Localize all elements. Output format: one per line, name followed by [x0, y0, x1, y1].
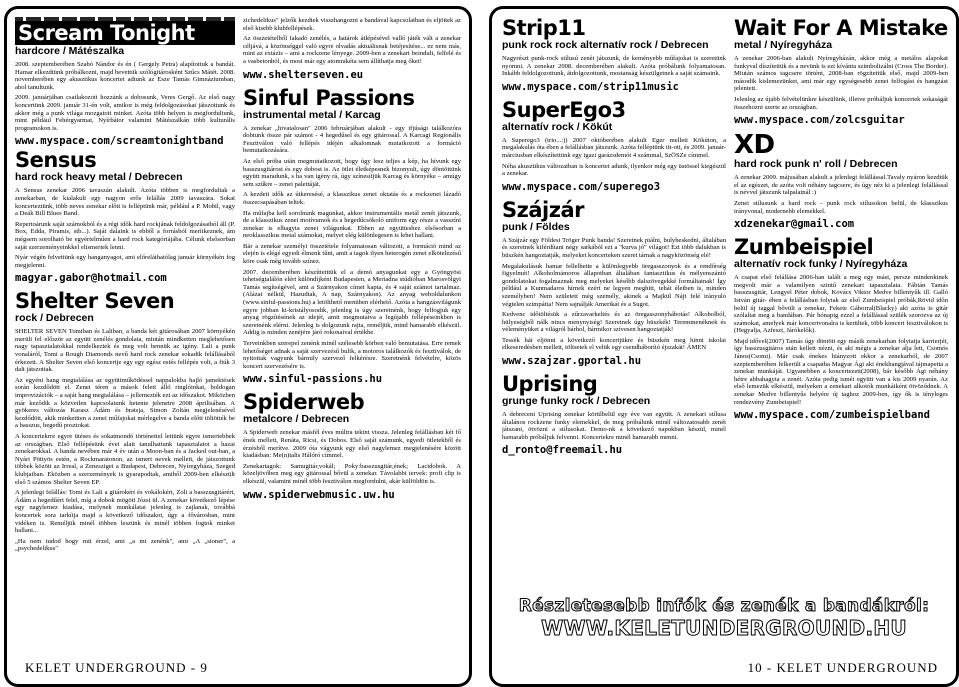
- band-text: Megalakulásuk hamar fellelhette a különlegyebb öregasszonyok és a rendőrség figyelmét! Alkoholmámoros állapotban általában fantasztikus és mélyenszántó gondolatokat fogalmaznak meg melyeket később dalszövegekké formáltatnak! Így például a Kunmadaros hírnek ezért ne legyen meghitt, tehát életben is, minden személyben! Nem született még személy, akinek a Majkül Nájt felé irányuló végtelen szimpátia! Nem sajnálják Amerikát és a Sugot.: [502, 262, 726, 308]
- band-text: A koncertekrre egyre ütéses és sokatmondó történettel lettünk egyre ismertebbek az országban. Első fellépésünk évei alatt tanulhattunk tapasztalatot a hazai zenekarokkal. A banda nevében már 4 év után a Moon-ban és a Jacked out-ban, a Nyári Pöttyös estén, a Rockmaratonon, az ismert nevek mellett, de játszottunk többek között az Irreal, a Zenesziget a Budapest, Debrecen, Nyíregyháza, Szeged klubjaiban. Eközben a szerzemények is gyarapodtak, amiből 2009-ben elkészült első 5 számos Shelter Seven EP.: [15, 433, 235, 486]
- band-text: Bár a zenekar személyi összetétele folyamatosan változott, a formáció mind az elején is elégé egyedi élmenk tűnt, amit a tagok ilyen heterogén zenei elkötelezésű köre csak még tovább színez.: [243, 242, 461, 266]
- band-genre: alternatív rock funky / Nyíregyháza: [734, 258, 908, 271]
- band-title: Uprising: [502, 372, 598, 397]
- section-shelter-seven-cont: [243, 17, 461, 81]
- band-text: A jelenlegi felállás: Tomi és Lali a gitárokért és vokálokért, Zoli a basszusgitárért, Ádám a hegedűért felel, míg a dobok mögött Józsi ül. A zenekar következő lépése egy nagylemez kiadása, melynek munkálatai jelenleg is zajlanak, továbbá koncertek sora tarkítja majd a következő időszakot, úgy a fővárosban, mint vidéken is. Reméljük minél többen leszünk és minél többen fogtok minket hallani...: [15, 489, 235, 535]
- website-banner: [498, 596, 950, 640]
- section-sinful-passions: [243, 87, 461, 386]
- band-genre: metal / Nyíregyháza: [734, 39, 833, 51]
- band-genre: instrumental metal / Karcag: [243, 108, 381, 121]
- band-text: „Ha nem tudod hogy mit érzel, ami „a mi zenénk", ami „A „stoner", a „psychedelikus": [15, 537, 235, 553]
- band-genre: grunge funky rock / Debrecen: [502, 395, 651, 408]
- band-text: Az összetételből fakadó zenélés, a határok átlépésével valló játék vált a zenekar céljává, a közönséggel való egyre olvadás aktuálisnak betéjesítése... ez nem más, mint az extázis – ami a rockzene lényege. 2009-ben a zenekart beindult, felfelé és a vasbetonból, és most már egy atomrakéta sem állíthatja meg őket!: [243, 35, 461, 65]
- band-text: Tessék hát eljönni a következő koncertjükre és büszkén meg hinni iskolai elkeseredésben mellett, töltsetek el velük egy csendháborító éjszakát! ÁMEN: [502, 336, 726, 352]
- band-text: A zenekar 2006-ban alakult Nyíregyházán, akkor még a metálos alapokat funkyval díszítettük és a nevünk is ezt kívánta szimbolizálni (Cross The Border). Miután számos tagcsere történt, 2008-ban rögzítettük első, majd 2009-ben második kislemezünket, ami már egy egységesebb zenei felfogást és hangzást jelentett.: [734, 55, 948, 93]
- band-text: A kezdeti idők az útkeresésé, a klasszikus zenei oktatás és a rockzenei lázadó összecsapásában teltek.: [243, 191, 461, 206]
- band-text: Zenekartagok: Samugitár,vokál; Poky:basszusgitár,ének; Lacidobok. A közeljövőben meg egy gitárossal bővül a zenekar. Távolabbi tervek: profi clip is elkészül, valamint minél több fesztiválon megfordulni, akár külföldön is.: [243, 462, 461, 485]
- band-title: Wait For A Mistake: [734, 17, 948, 40]
- section-superego3: [502, 99, 726, 193]
- band-genre: punk / Földes: [502, 220, 570, 233]
- band-genre: alternatív rock / Kökút: [502, 120, 613, 133]
- band-text: Jelenleg az újabb felvételünkre készülünk, illetve próbáljuk koncertek sokaságát összehozni szerte az országban.: [734, 95, 948, 111]
- band-text: Repertoárunk saját számokból és a régi idők hard rockjának feldolgozásaiból áll (P. Box, Edda, Piramis, stb...). Saját dalaink is ebből a forrásból merítkeznek, ám mégsem sorolható be egyértelműen a hard rock kategóriájába. Célunk elsősorban saját szerzeményeinkkel elismertek lenni.: [15, 220, 235, 251]
- band-genre: rock / Debrecen: [15, 312, 94, 325]
- band-url[interactable]: www.sinful-passions.hu: [243, 373, 383, 386]
- band-genre: metalcore / Debrecen: [243, 413, 350, 426]
- banner-url[interactable]: WWW.KELETUNDERGROUND.HU: [541, 616, 907, 640]
- band-text: Néha akusztikus változatban is koncertet adunk, ilyenkor még egy üstössel kiegészül a zenekar.: [502, 162, 726, 178]
- band-title: Spiderweb: [243, 390, 365, 415]
- band-text: 2007. decemberében készíttetttük el a demó anyagunkat egy a Gyöngyösi tehetségtalálón elért különdíjként Budapesten, a Meriadna stúdióban Marosvölgyi Tamás segítségével, ami a Szárnyakon címet kapta, és 4 saját számot tartalmaz. (Alázat nélkül, Hazudtak, A nap, Szárnyakon). Az anyag weboldalunkon (www.sinful-passions.hu) a letölthető menüben elérhető. Azóta a hangzásvilágunk egyre jobban ki-kristályosodik, jelenleg is úgy szeretnénk, hogy felfogjuk egy anyag rögzítésének az idejét, amit megmutatva a legújabb fellépéseinkben is szeretnénk elérni. Jelenleg is dolgozunk rajta, reméljük, mind hamarabb elkészül. Addig is minden zenéjére járó rokonaival értékbe.: [243, 268, 461, 337]
- section-uprising: [502, 373, 726, 456]
- band-text: A debreceni Uprising zenekar körülbelül egy éve van együtt. A zenekari stílusa általános rockzene funky elemekkel, de meg próbálunk minél változatosabb zenét játszani, ötvözni a stílusokat. Demo-nk a következő napokban készül, minél hamarabb próbáljuk felvenni. Koncertekre minél hamarabb menni.: [502, 411, 726, 441]
- band-url[interactable]: www.szajzar.gportal.hu: [502, 355, 642, 368]
- left-page: [4, 6, 472, 687]
- section-szajzar: [502, 199, 726, 367]
- band-text: SHELTER SEVEN Tomiban és Laliban, a banda két gitárosában 2007 környékén merült fel először az együtt zenélés gondolata, miután mindketten meglehetősen nagy tapasztalatokkal rendelkeztek és meg volt bennük az igény. Lali a punk vonaláról, Tomi a Rough Diamonds nevű hard rock zenekar sokadik felállásából érkezett. A Shelter Seven első koncertje egy egy egész estés fellépés volt, a fiúk 3 dalt játszottak.: [15, 328, 235, 374]
- section-shelter-seven: [15, 290, 235, 553]
- band-title: Szájzár: [502, 197, 584, 222]
- band-text: Az egyéni hang megtalálása az együttműködéssel nappalokba hajló jamektések során kezdődött el. Zenei téren a mások felett álló ringlóinkat, boldogan improvizációk – a saját hang megtalálása – jellemezték ezt az időszakot. Miközben már keződik a közvetlen kapcsolatunk hetente jelenetre 2008 áprilisában. A gyökeres változás Karasz Ádám és bratsja, Simon Zoltán megjelenésével kezdődött, akik minkettten a zenei műfajokat mérlegelve a banda előtt töltötték be a basszus, hegedű posztokat.: [15, 376, 235, 430]
- band-genre: hardcore / Mátészalka: [15, 45, 125, 57]
- section-spiderweb: [243, 391, 461, 500]
- band-text: Az első próba után megmutatkozott, hogy úgy lesz teljes a kép, ha hívunk egy basszusgitárost és egy dobost is. Az ötlet életképesnek bizonyult, úgy döntöttünk együtt maradunk, s ha van igény rá, úgy színesítjük Karcag és környéke – amúgy sem szűkre – zenei palettáját.: [243, 157, 461, 188]
- left-col-1: [15, 17, 235, 650]
- band-url[interactable]: www.myspace.com/superego3: [502, 180, 661, 193]
- section-strip11: [502, 17, 726, 93]
- band-text: Kedvenc időtöltésük a zűrzavarkeltés és az öregasszonyhábotás! Alkoholból, hülyeségből nálk nincs menynyiség! Szeretnek úgy büszkék! Teremmenéknek és véleményüket a világról bárhol, bármikor szívesen hangoztatják!: [502, 311, 726, 334]
- page-footer: KELET UNDERGROUND - 9: [25, 660, 208, 675]
- band-genre: hard rock punk n' roll / Debrecen: [734, 158, 898, 171]
- band-title: XD: [734, 130, 775, 161]
- band-title: Sensus: [15, 148, 97, 173]
- section-xd: [734, 132, 948, 230]
- band-text: Nagyrészt punk-rock stílusú zenét játszunk, de keményebb műfajokat is szeretünk nyomni. A zenekar 2008. decemberében alakult. Azóta próbálunk folyamatosan. Inkább feldolgozottunk, átdolgozottunk, mostanság készülgetnek a saját számaink.: [502, 55, 726, 78]
- band-text: Nyár végén felvettünk egy hanganyagot, ami előreláthatólag január környékén fog megjelenni.: [15, 254, 235, 269]
- section-sensus: [15, 149, 235, 284]
- band-text: A Spiderweb zenekar másfél éves múltra tekint vissza. Jelenleg felállásban két fő ének mellett, Renáta, Ricsi, és Dobos. Első saját számunk, egyedi ötletekből és érzésből merítve. 2009 óta vágyunk egy első nagylemez megjelenésére között kiadásban: Me(n)talis Hálóró címmel.: [243, 429, 461, 460]
- band-url[interactable]: www.myspace.com/screamtonightband: [15, 135, 224, 148]
- banner-line: Részletesebb infók és zenék a bandákról:: [518, 596, 930, 616]
- band-text: A Szájzár egy Földesi Tröger Punk banda! Szeretnek piálni, bulyheskedni, általában és szeretnek kiférdítani négy sarkából ezt a "kurva jó" világot! Ezt több dalukban is büszkén hangoztatják, melyeket koncerteken szeret tárnak a nagyközönség elé!: [502, 236, 726, 259]
- band-url[interactable]: www.spiderwebmusic.uw.hu: [243, 488, 395, 501]
- band-text: A Superego3 (trio...:)) 2007 októberében alakult Eger mellett Kökúton, a megalakulás óta ében a felállásban játszunk. Azóta felléptünk itt-ott, és 2009. január-márciusban elkészítettünk egy igazi garázsdemót 4 számmal, SzÖSZe címmel.: [502, 136, 726, 159]
- band-text: 2008. szeptemberében Szabó Nándor és én ( Gergely Petra) alapítottuk a bandát. Hamar elkezdtünk próbálkozni, majd bevettük szólógitárosként Szűcs Mátét. 2008. novemberében egy akusztikus koncertet adtunk az Esze Tamás Gimnáziumban, ahol tanultunk.: [15, 61, 235, 91]
- band-title: Shelter Seven: [15, 289, 175, 314]
- band-url[interactable]: www.myspace.com/strip11music: [502, 80, 680, 93]
- band-url[interactable]: www.shelterseven.eu: [243, 68, 364, 81]
- band-text: A zenekar „hivatalosan" 2006 februárjában alakult - egy ifjúsági találkozóra dobtunk össze pár számot - 4 hegedűsel és egy gitárossal. A Karcagi Regionális Fesztiválon való fellépés idéjén alkalomnak mutatkozott a formáció bemutatkozására.: [243, 124, 461, 155]
- band-text: A csapat első felállása 2006-ban talált a meg egy mást, persze mindenkinek megvolt már a valamilyen szintű zenekari tapasztalata. Fábián Tamás basszusgitár, Lengyel Péter dobok, Kovács Viktor Medve billentyűk ill. Galló István gitár- ében a felállásban folytak az első Zumbeispiel próbák,Rövid időn belül új taggal bővült a zenekar, Fekete Gáborral(Blacky) aki azóta is gitár szólaltat meg a bandában. Pár hónapig ezzel a felállással szülék szorozva az új számokat, amelyek már koncertvonalra is kerültek, több koncert fesztiválokon is (Hegyalja, Azfeszt, Járókelők).: [734, 274, 948, 335]
- band-url[interactable]: d_ronto@freemail.hu: [502, 444, 623, 457]
- band-text: zichedelikus" jelzők kezdtek visszhangozni a bandával kapcsolatban és eljöttek az első kisebb klubfellépések.: [243, 17, 461, 32]
- band-title: Sinful Passions: [243, 85, 415, 110]
- left-col-2: [243, 17, 461, 650]
- band-url[interactable]: www.myspace.com/zumbeispielband: [734, 409, 930, 422]
- band-title: Zumbeispiel: [734, 235, 874, 260]
- band-url[interactable]: xdzenekar@gmail.com: [734, 218, 855, 231]
- band-url[interactable]: www.myspace.com/zolcsguitar: [734, 114, 905, 127]
- right-col-2: [734, 17, 948, 572]
- band-genre: punk rock rock alternatív rock / Debrecen: [502, 39, 709, 51]
- band-text: Zenei stílusunk a hard rock - punk rock stílusokon belül, de klasszikus irányvonal, modernebb elemekkel.: [734, 199, 948, 215]
- page-footer: 10 - KELET UNDERGROUND: [747, 660, 938, 675]
- band-text: A Sensus zenekar 2006 tavaszán alakult. Azóta többen is megfordultak a zenekarban, de kialakult egy nagyon erős felállás 2009 tavaszára. Sokat koncerteztünk, több neves zenekar előtt is felléptünk már, például a P. Mobil, vagy a Deák Bill Blues Band.: [15, 187, 235, 218]
- band-text: A zenekar 2009. májusában alakult a jelenlegi felállással.Tavaly nyáron kezdtük el az egészet, de azóta volt néhány tagcsere, és úgy néz ki a jelenlegi felállással is névvel játszunk talpalatnál :): [734, 174, 948, 197]
- band-text: Terveinkben szerepel zenénk minél szélesebb körben való bemutatása. Erre remek lehetőséget adnak a saját szervezésű bulik, a motoros találkozók és fesztiválok, de nyitottak vagyunk bármily szervező felkérésre. Szeretnénk felvételre, közös koncert szervezésére is.: [243, 340, 461, 370]
- right-col-1: [502, 17, 726, 572]
- section-zumbeispiel: [734, 236, 948, 421]
- right-page: [489, 6, 959, 687]
- band-text: Majd idővel(2007) Tamás úgy döntött egy másik zenekarban folytatja karrierjét, így basszusgitáros után kellett nézni, és aki mégis a zenekar alja lett, Csomós János(Csomi). Már csak énekes hiányzott ekkor a zenekarból, de 2007 szeptemberében felkerült a csapatba Magyar Ági aki énekhangjával tájmapetta a zenekar munkáját. Ugyanebben a koncertezett(2008), bár később Ági néhány hétre abbahagyta a zenét. Azóta pedig ismét együtt van a kis 2009 nyarán. Az első lemezük elkészül, melyeken a zenekari alkotók munkáiként ötvöződnek. A zenekar Medve billentyűs helyére új taghoz 2009-ben, így ők is tényleges rendezvény Zumbeispiel!: [734, 337, 948, 406]
- band-title: Strip11: [502, 17, 586, 40]
- section-scream-tonight: [15, 21, 235, 147]
- section-wait-for-a-mistake: [734, 17, 948, 126]
- band-url[interactable]: magyar.gabor@hotmail.com: [15, 272, 167, 285]
- band-title: SuperEgo3: [502, 97, 626, 122]
- band-text: 2009. januárjában csatlakozott hozzánk a dobosunk, Veres Gergő. Az első nagy koncertünk 2009. január 31-én volt, amikor is még feldolgozásokat játszottunk és akkor még a punk világa mozgatott minket. Azóta több helyen is megfordultunk, mint például Fehérgyarmat, Nyírbátor valamint Mátészalkán több kulturális programokon is.: [15, 94, 235, 132]
- band-genre: hard rock heavy metal / Debrecen: [15, 171, 183, 184]
- band-text: Ha műfajba kell sorolnunk magunkat, akkor instrumentális metál zenét játszunk, de a klasszikus zenei motívumok és a hegedűcsókoló uniform egy része a vasszíni zenekar is elhagyta zenei világunkat. Ebben az együtteshez elsősorban a neoklasszikus metal számokat, melyet elég különlegesen is lehet hallani.: [243, 209, 461, 240]
- band-title: Scream Tonight: [15, 21, 235, 45]
